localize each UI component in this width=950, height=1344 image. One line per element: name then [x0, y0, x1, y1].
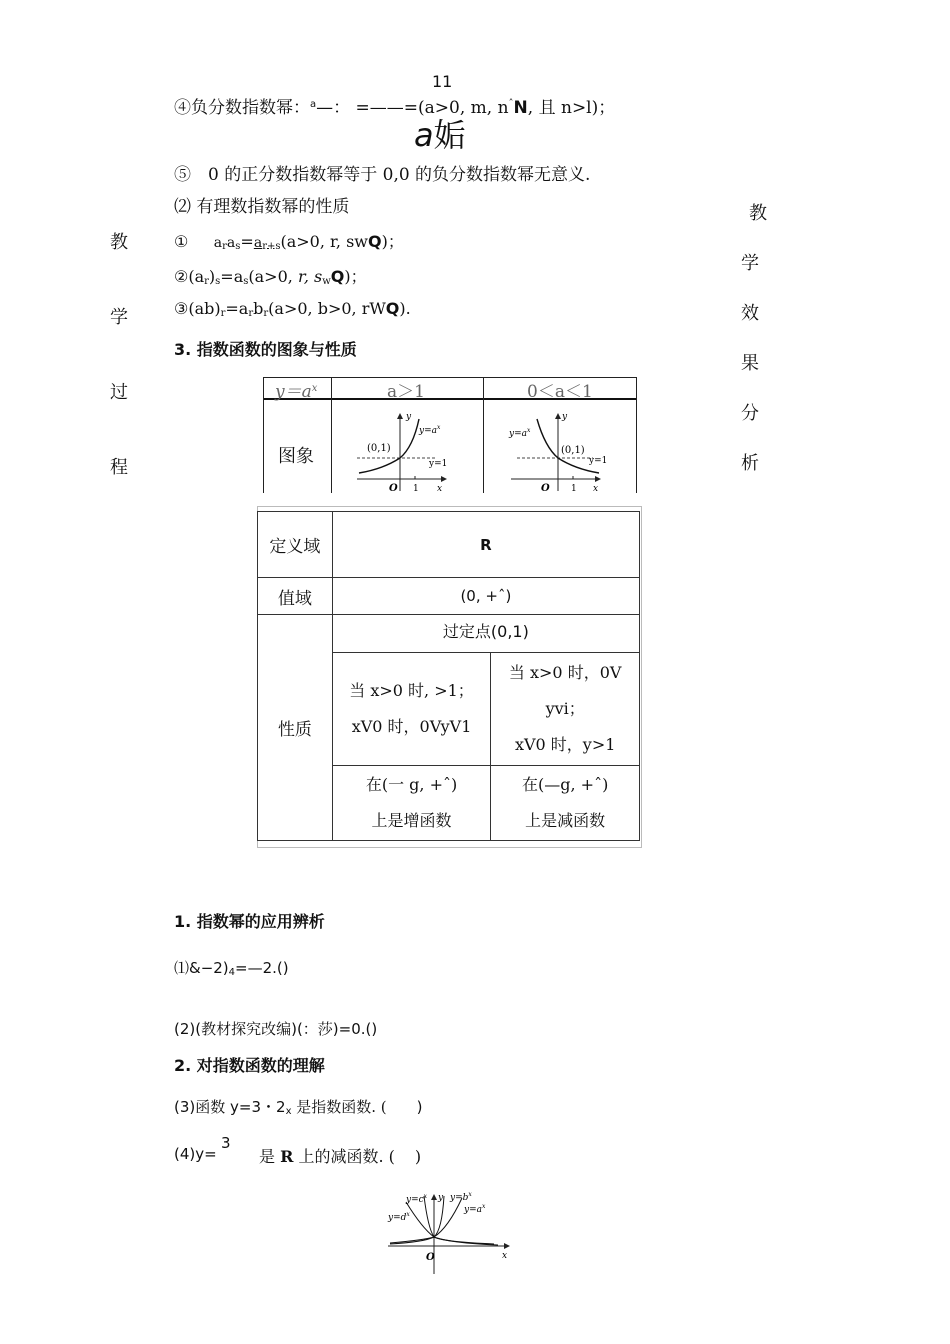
bottom-curve-b: $y=b^x$ [450, 1191, 472, 1203]
range-value: (0, +ˆ) [332, 578, 639, 615]
q4-R: R [280, 1147, 294, 1166]
graph-row-label: 图象 [278, 446, 314, 467]
denominator-a: a [414, 116, 434, 154]
rule1-tail: (a>0, r, sw [280, 232, 368, 251]
q4-rest [259, 1144, 421, 1167]
g2-origin-label: O [541, 483, 550, 493]
section-rational-exponent-properties: ⑵ 有理数指数幂的性质 [174, 197, 350, 217]
domain-label: 定义域 [258, 512, 333, 578]
monotonic-increasing-cell [332, 766, 491, 841]
rule1-s3: r+s [262, 241, 281, 252]
right-side-char-5: 分 [741, 403, 759, 424]
rule2-pre: ②(a [174, 267, 205, 286]
rule1-a2: a [226, 235, 236, 251]
rule2-s3: s [243, 276, 249, 287]
q3-sub: x [285, 1106, 292, 1117]
rule1-end: )； [381, 232, 404, 251]
graph-table [263, 377, 637, 493]
graph-header-col1-text: y＝a [275, 382, 312, 402]
rule1-eq: = [240, 232, 254, 251]
left-side-char-4: 程 [110, 457, 128, 478]
sign-inc-line2: xV0 时，0VyV1 [351, 717, 472, 736]
bottom-origin-label: O [426, 1252, 435, 1263]
item4-hat: ˆ [508, 99, 514, 110]
item5-zero-power: ⑤ 0 的正分数指数幂等于 0,0 的负分数指数幂无意义. [174, 165, 591, 185]
section-exponential-function-graph-title: 3. 指数函数的图象与性质 [174, 340, 357, 359]
graph-header-col1 [275, 377, 317, 402]
rule-3 [174, 299, 411, 319]
rule3-b: b [253, 299, 264, 318]
g1-y-axis-label: y [406, 412, 412, 422]
q3-post: 是指数函数. ( [291, 1098, 387, 1116]
item4-N: N [513, 98, 528, 118]
q3-close: ) [416, 1098, 423, 1116]
left-side-char-3: 过 [110, 382, 128, 403]
bottom-x-axis-label: x [502, 1251, 508, 1261]
g2-asymptote-label: y=1 [589, 456, 608, 466]
bottom-exponential-family-graph [384, 1188, 516, 1280]
sign-behavior-increasing [332, 653, 491, 766]
q4-close: ) [414, 1147, 422, 1166]
exercise-q2: (2)(教材探究改编)(：莎)=0.() [174, 1020, 378, 1038]
rule3-tail: (a>0, b>0, rW [268, 299, 386, 318]
mono-inc-line1: 在(一 g, +ˆ) [365, 775, 458, 794]
rule3-Q: Q [385, 299, 400, 318]
graph-header-col1-sup: x [311, 383, 318, 394]
rule3-eq: =a [225, 299, 249, 318]
item4-dash: —： [316, 98, 351, 118]
left-side-char-2: 学 [110, 307, 128, 328]
rule-2 [174, 264, 367, 287]
sign-dec-line1: 当 x>0 时，0V [508, 663, 622, 682]
right-side-char-6: 析 [741, 453, 759, 474]
rule1-Q: Q [368, 232, 382, 251]
exercise-heading-2: 2. 对指数函数的理解 [174, 1056, 325, 1075]
graph-header-col3: 0＜a＜1 [527, 382, 593, 402]
rule2-s1: r [204, 276, 209, 287]
properties-table [257, 511, 640, 841]
right-side-char-1: 教 [749, 203, 767, 224]
rule1-label: ① [174, 232, 189, 251]
q4-post: 上的减函数. ( [293, 1147, 395, 1166]
graph-header-col2: a＞1 [387, 382, 425, 402]
sign-behavior-decreasing [491, 653, 640, 766]
rule2-end: )； [344, 267, 367, 286]
item4-tail: , 且 n>l)； [527, 98, 616, 118]
rule1-a3: a [253, 235, 263, 251]
rule3-pre: ③(ab) [174, 299, 221, 318]
exercise-heading-1: 1. 指数幂的应用辨析 [174, 912, 325, 931]
sign-inc-line1: 当 x>0 时, >1； [349, 681, 474, 700]
exercise-q1 [174, 957, 289, 978]
g2-curve-label: $y=a^x$ [509, 427, 531, 439]
q1-pre: ⑴&−2) [174, 959, 229, 977]
item4-sup: a [310, 99, 317, 110]
range-label: 值域 [258, 578, 333, 615]
right-side-char-3: 效 [741, 303, 759, 324]
q4-pre: (4)y= [174, 1145, 217, 1163]
left-side-char-1: 教 [110, 232, 128, 253]
fraction-numerator: 11 [432, 72, 453, 91]
rule2-w: w [322, 276, 331, 287]
mono-dec-line1: 在(—g, +ˆ) [522, 775, 609, 794]
rule3-s2: r [248, 308, 254, 319]
properties-label: 性质 [258, 615, 333, 841]
right-side-char-2: 学 [741, 253, 759, 274]
sign-dec-line3: xV0 时，y>1 [514, 735, 616, 754]
rule3-s3: r [263, 308, 269, 319]
rule1-s2: s [235, 241, 241, 252]
sign-dec-line2: yvi； [545, 699, 585, 718]
g1-asymptote-label: y=1 [429, 459, 448, 469]
bottom-y-axis-label: y [438, 1193, 444, 1203]
q1-post: =—2.() [235, 959, 289, 977]
rule3-end: ). [399, 299, 411, 318]
fixed-point-cell: 过定点(0,1) [332, 615, 639, 653]
g1-origin-label: O [389, 483, 398, 493]
rule2-Q: Q [330, 267, 345, 286]
rule2-rs: r, s [297, 267, 323, 286]
g2-one-label: 1 [571, 484, 577, 493]
item4-prefix: ④负分数指数幂： [174, 98, 310, 118]
rule1-s1: r [222, 241, 227, 252]
monotonic-decreasing-cell [491, 766, 640, 841]
bottom-curve-a: $y=a^x$ [464, 1203, 486, 1215]
rule3-s1: r [220, 308, 226, 319]
rule1-a1: a [213, 235, 223, 251]
domain-value: R [332, 512, 639, 578]
denominator-char: 姤 [433, 116, 466, 154]
q4-numerator: 3 [221, 1134, 231, 1152]
g1-point-label: (0,1) [367, 443, 391, 454]
q3-pre: (3)函数 y=3・2 [174, 1098, 286, 1116]
exercise-q4 [174, 1145, 217, 1163]
right-side-char-4: 果 [741, 353, 759, 374]
g1-one-label: 1 [413, 484, 419, 493]
g2-point-label: (0,1) [561, 445, 585, 456]
g2-x-axis-label: x [593, 484, 599, 493]
mono-dec-line2: 上是减函数 [525, 811, 606, 830]
g1-x-axis-label: x [437, 484, 443, 493]
rule2-s2: s [215, 276, 221, 287]
rule2-mid: ) [208, 267, 216, 286]
fraction-denominator [414, 110, 466, 156]
q4-mid: 是 [259, 1147, 281, 1166]
item4-eq: =——=(a>0, m, n [355, 98, 509, 118]
rule2-tail: (a>0, [248, 267, 298, 286]
g1-curve-label: $y=a^x$ [419, 424, 441, 436]
bottom-curve-c: $y=c^x$ [406, 1193, 428, 1205]
graph-decreasing [507, 409, 619, 493]
rule-1 [174, 229, 404, 252]
rule2-eq: =a [220, 267, 244, 286]
mono-inc-line2: 上是增函数 [371, 811, 452, 830]
g2-y-axis-label: y [562, 412, 568, 422]
exercise-q3 [174, 1096, 423, 1117]
bottom-curve-d: $y=d^x$ [388, 1211, 410, 1223]
graph-increasing [353, 409, 465, 493]
q1-sub: 4 [228, 967, 236, 978]
item-negative-fractional-exponent [174, 93, 615, 118]
